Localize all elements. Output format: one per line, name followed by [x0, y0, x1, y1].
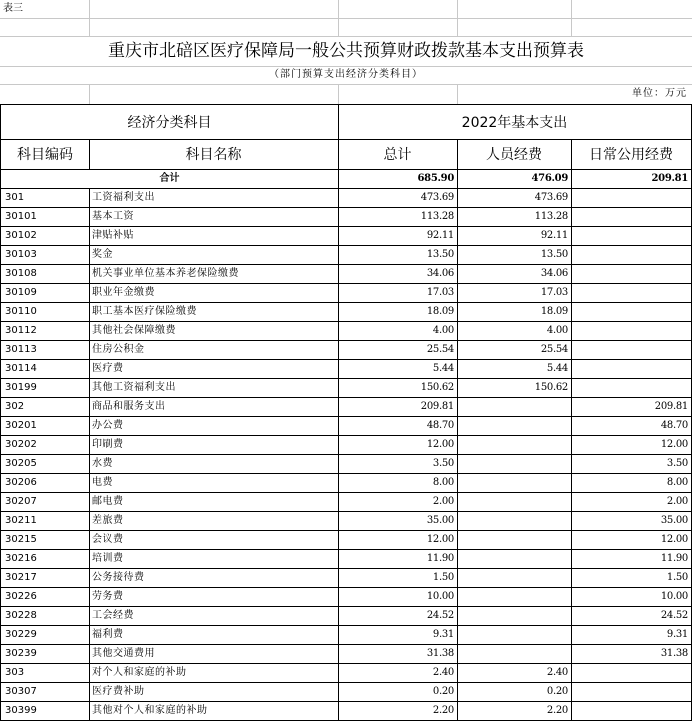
row-public [571, 284, 692, 303]
row-public [571, 664, 692, 683]
title-row [0, 36, 692, 66]
row-code: 30103 [0, 246, 90, 265]
table-row [0, 227, 692, 246]
row-public: 12.00 [571, 436, 692, 455]
gridline [0, 18, 692, 19]
row-public: 11.90 [571, 550, 692, 569]
row-total: 10.00 [338, 588, 458, 607]
row-name: 职工基本医疗保险缴费 [89, 303, 339, 322]
row-code: 30211 [0, 512, 90, 531]
header-row-1 [0, 104, 692, 140]
subtitle-row [0, 66, 692, 84]
row-code: 30239 [0, 645, 90, 664]
row-personnel: 473.69 [457, 189, 572, 208]
table-row [0, 303, 692, 322]
table-row [0, 569, 692, 588]
header-public: 日常公用经费 [571, 140, 692, 170]
table-row [0, 626, 692, 645]
header-personnel: 人员经费 [457, 140, 572, 170]
table-row [0, 189, 692, 208]
row-total: 11.90 [338, 550, 458, 569]
table-row [0, 436, 692, 455]
sum-row [0, 170, 692, 189]
row-name: 基本工资 [89, 208, 339, 227]
table-row [0, 474, 692, 493]
row-personnel [457, 512, 572, 531]
row-public [571, 341, 692, 360]
row-personnel: 17.03 [457, 284, 572, 303]
row-code: 30110 [0, 303, 90, 322]
row-name: 工资福利支出 [89, 189, 339, 208]
table-row [0, 645, 692, 664]
table-row [0, 284, 692, 303]
row-name: 差旅费 [89, 512, 339, 531]
header-econ-category: 经济分类科目 [0, 104, 339, 140]
row-name: 福利费 [89, 626, 339, 645]
table-row [0, 664, 692, 683]
row-code: 30199 [0, 379, 90, 398]
table-row [0, 588, 692, 607]
row-code: 30216 [0, 550, 90, 569]
row-code: 30399 [0, 702, 90, 721]
row-total: 31.38 [338, 645, 458, 664]
row-public: 8.00 [571, 474, 692, 493]
row-personnel [457, 531, 572, 550]
table-row [0, 607, 692, 626]
table-row [0, 265, 692, 284]
row-code: 30206 [0, 474, 90, 493]
row-name: 医疗费补助 [89, 683, 339, 702]
table-row [0, 417, 692, 436]
sum-public: 209.81 [571, 170, 692, 189]
row-personnel: 18.09 [457, 303, 572, 322]
row-code: 30207 [0, 493, 90, 512]
row-personnel: 150.62 [457, 379, 572, 398]
row-public [571, 227, 692, 246]
row-code: 30205 [0, 455, 90, 474]
row-name: 机关事业单位基本养老保险缴费 [89, 265, 339, 284]
row-name: 住房公积金 [89, 341, 339, 360]
row-name: 会议费 [89, 531, 339, 550]
row-public [571, 246, 692, 265]
row-total: 1.50 [338, 569, 458, 588]
row-personnel: 34.06 [457, 265, 572, 284]
row-code: 30215 [0, 531, 90, 550]
row-personnel: 2.40 [457, 664, 572, 683]
row-total: 12.00 [338, 531, 458, 550]
row-personnel [457, 436, 572, 455]
row-personnel [457, 474, 572, 493]
row-personnel [457, 417, 572, 436]
row-name: 医疗费 [89, 360, 339, 379]
row-public: 31.38 [571, 645, 692, 664]
row-public: 24.52 [571, 607, 692, 626]
row-code: 30102 [0, 227, 90, 246]
row-public [571, 208, 692, 227]
row-total: 113.28 [338, 208, 458, 227]
row-total: 18.09 [338, 303, 458, 322]
row-code: 30217 [0, 569, 90, 588]
row-personnel: 13.50 [457, 246, 572, 265]
row-personnel: 92.11 [457, 227, 572, 246]
table-row [0, 493, 692, 512]
row-personnel: 5.44 [457, 360, 572, 379]
row-personnel: 2.20 [457, 702, 572, 721]
row-public: 48.70 [571, 417, 692, 436]
row-public: 1.50 [571, 569, 692, 588]
row-code: 30101 [0, 208, 90, 227]
row-total: 9.31 [338, 626, 458, 645]
row-name: 劳务费 [89, 588, 339, 607]
row-name: 其他社会保障缴费 [89, 322, 339, 341]
row-code: 301 [0, 189, 90, 208]
row-code: 30113 [0, 341, 90, 360]
table-row [0, 246, 692, 265]
row-name: 其他对个人和家庭的补助 [89, 702, 339, 721]
row-total: 2.20 [338, 702, 458, 721]
row-personnel: 113.28 [457, 208, 572, 227]
row-code: 30109 [0, 284, 90, 303]
row-personnel [457, 550, 572, 569]
row-total: 12.00 [338, 436, 458, 455]
row-personnel [457, 455, 572, 474]
row-name: 水费 [89, 455, 339, 474]
row-public [571, 303, 692, 322]
row-total: 92.11 [338, 227, 458, 246]
row-code: 30226 [0, 588, 90, 607]
row-total: 34.06 [338, 265, 458, 284]
row-total: 209.81 [338, 398, 458, 417]
table-row [0, 398, 692, 417]
row-total: 150.62 [338, 379, 458, 398]
row-public: 209.81 [571, 398, 692, 417]
header-total: 总计 [338, 140, 458, 170]
table-row [0, 512, 692, 531]
row-name: 办公费 [89, 417, 339, 436]
row-code: 30307 [0, 683, 90, 702]
row-code: 30112 [0, 322, 90, 341]
row-code: 30229 [0, 626, 90, 645]
table-row [0, 379, 692, 398]
row-personnel [457, 398, 572, 417]
row-total: 3.50 [338, 455, 458, 474]
page-title: 重庆市北碚区医疗保障局一般公共预算财政拨款基本支出预算表 [108, 41, 584, 61]
row-total: 35.00 [338, 512, 458, 531]
row-code: 30201 [0, 417, 90, 436]
table-row [0, 683, 692, 702]
row-code: 303 [0, 664, 90, 683]
row-public [571, 683, 692, 702]
row-public [571, 702, 692, 721]
row-total: 4.00 [338, 322, 458, 341]
unit-row [0, 84, 692, 104]
row-public: 12.00 [571, 531, 692, 550]
row-name: 其他交通费用 [89, 645, 339, 664]
row-name: 公务接待费 [89, 569, 339, 588]
row-code: 302 [0, 398, 90, 417]
row-total: 48.70 [338, 417, 458, 436]
header-name: 科目名称 [89, 140, 339, 170]
row-public: 10.00 [571, 588, 692, 607]
table-row [0, 702, 692, 721]
row-name: 对个人和家庭的补助 [89, 664, 339, 683]
row-total: 2.00 [338, 493, 458, 512]
unit-label: 单位：万元 [632, 88, 687, 99]
row-personnel: 0.20 [457, 683, 572, 702]
header-row-2 [0, 140, 692, 170]
sum-total: 685.90 [338, 170, 458, 189]
row-total: 25.54 [338, 341, 458, 360]
row-total: 0.20 [338, 683, 458, 702]
row-code: 30202 [0, 436, 90, 455]
sheet-label: 表三 [3, 3, 23, 14]
row-public: 35.00 [571, 512, 692, 531]
row-public [571, 379, 692, 398]
table-row [0, 550, 692, 569]
row-public: 3.50 [571, 455, 692, 474]
row-public [571, 322, 692, 341]
table-row [0, 322, 692, 341]
table-row [0, 455, 692, 474]
row-public: 9.31 [571, 626, 692, 645]
row-personnel [457, 588, 572, 607]
row-public [571, 360, 692, 379]
row-personnel [457, 569, 572, 588]
header-code: 科目编码 [0, 140, 90, 170]
row-personnel [457, 626, 572, 645]
row-public [571, 265, 692, 284]
row-personnel: 25.54 [457, 341, 572, 360]
sum-label: 合计 [0, 170, 339, 189]
row-code: 30228 [0, 607, 90, 626]
row-total: 8.00 [338, 474, 458, 493]
row-name: 工会经费 [89, 607, 339, 626]
row-name: 培训费 [89, 550, 339, 569]
sheet-label-row [0, 0, 692, 18]
row-personnel [457, 607, 572, 626]
row-public [571, 189, 692, 208]
row-personnel: 4.00 [457, 322, 572, 341]
row-total: 473.69 [338, 189, 458, 208]
table-row [0, 531, 692, 550]
row-code: 30108 [0, 265, 90, 284]
sum-personnel: 476.09 [457, 170, 572, 189]
page-subtitle: （部门预算支出经济分类科目） [269, 69, 423, 80]
row-name: 电费 [89, 474, 339, 493]
row-name: 奖金 [89, 246, 339, 265]
row-name: 职业年金缴费 [89, 284, 339, 303]
row-total: 2.40 [338, 664, 458, 683]
row-personnel [457, 645, 572, 664]
row-total: 13.50 [338, 246, 458, 265]
row-name: 商品和服务支出 [89, 398, 339, 417]
header-year-basic: 2022年基本支出 [338, 104, 692, 140]
row-name: 其他工资福利支出 [89, 379, 339, 398]
row-total: 24.52 [338, 607, 458, 626]
table-row [0, 208, 692, 227]
row-name: 津贴补贴 [89, 227, 339, 246]
table-row [0, 341, 692, 360]
row-total: 5.44 [338, 360, 458, 379]
row-total: 17.03 [338, 284, 458, 303]
row-code: 30114 [0, 360, 90, 379]
row-name: 印刷费 [89, 436, 339, 455]
row-name: 邮电费 [89, 493, 339, 512]
row-public: 2.00 [571, 493, 692, 512]
row-personnel [457, 493, 572, 512]
table-row [0, 360, 692, 379]
